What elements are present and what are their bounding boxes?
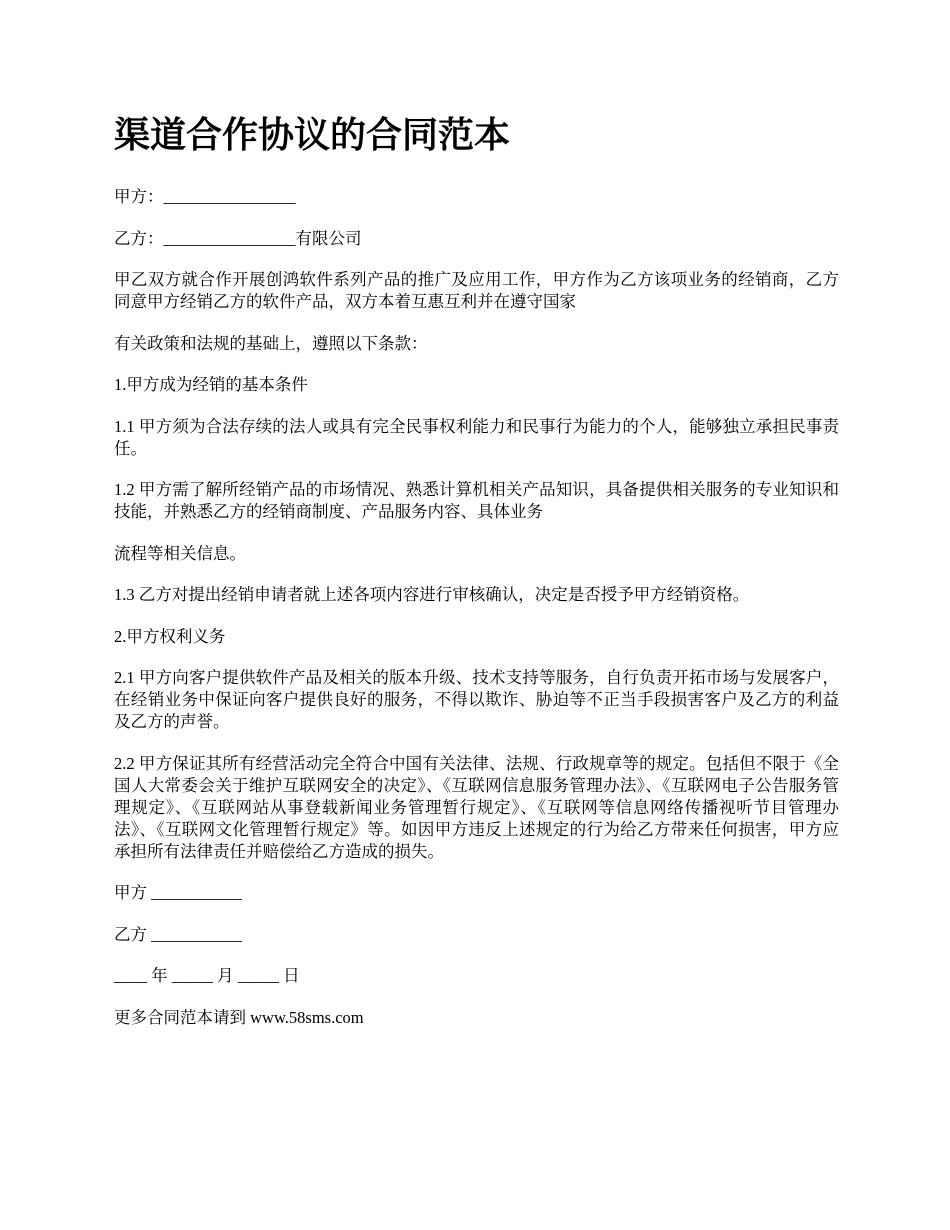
clause-2-2: 2.2 甲方保证其所有经营活动完全符合中国有关法律、法规、行政规章等的规定。包括但不限于《全国人大常委会关于维护互联网安全的决定》、《互联网信息服务管理办法》、《互联网电子公告服务管理规定》、《互联网站从事登载新闻业务管理暂行规定》、《互联网等信息网络传播视听节目管理办法》、《互联网文化管理暂行规定》等。如因甲方违反上述规定的行为给乙方带来任何损害，甲方应承担所有法律责任并赔偿给乙方造成的损失。 [114, 753, 839, 861]
clause-1-3: 1.3 乙方对提出经销申请者就上述各项内容进行审核确认，决定是否授予甲方经销资格。 [114, 585, 750, 604]
intro-paragraph: 甲乙双方就合作开展创鸿软件系列产品的推广及应用工作，甲方作为乙方该项业务的经销商，乙方同意甲方经销乙方的软件产品，双方本着互惠互利并在遵守国家 [114, 270, 839, 311]
document-page [114, 112, 839, 1029]
clause-2-1: 2.1 甲方向客户提供软件产品及相关的版本升级、技术支持等服务，自行负责开拓市场与发展客户，在经销业务中保证向客户提供良好的服务，不得以欺诈、胁迫等不正当手段损害客户及乙方的利益及乙方的声誉。 [114, 668, 839, 731]
section-2-heading: 2.甲方权利义务 [114, 626, 226, 646]
party-a-line: 甲方：________________ [114, 187, 296, 206]
date-line: ____ 年 _____ 月 _____ 日 [114, 966, 300, 985]
party-b-signature-line: 乙方 ___________ [114, 924, 242, 944]
party-b-line: 乙方：________________有限公司 [114, 228, 362, 248]
clause-1-1: 1.1 甲方须为合法存续的法人或具有完全民事权利能力和民事行为能力的个人，能够独立承担民事责任。 [114, 416, 839, 458]
document-title: 渠道合作协议的合同范本 [114, 115, 511, 156]
footer-note: 更多合同范本请到 www.58sms.com [114, 1007, 364, 1027]
section-1-heading: 1.甲方成为经销的基本条件 [114, 375, 308, 394]
clause-1-2: 1.2 甲方需了解所经销产品的市场情况、熟悉计算机相关产品知识，具备提供相关服务的专业知识和技能，并熟悉乙方的经销商制度、产品服务内容、具体业务 [114, 480, 839, 521]
clause-1-2-continued: 流程等相关信息。 [114, 543, 246, 563]
party-a-signature-line: 甲方 ___________ [114, 883, 242, 902]
intro-paragraph-continued: 有关政策和法规的基础上，遵照以下条款： [114, 333, 428, 353]
